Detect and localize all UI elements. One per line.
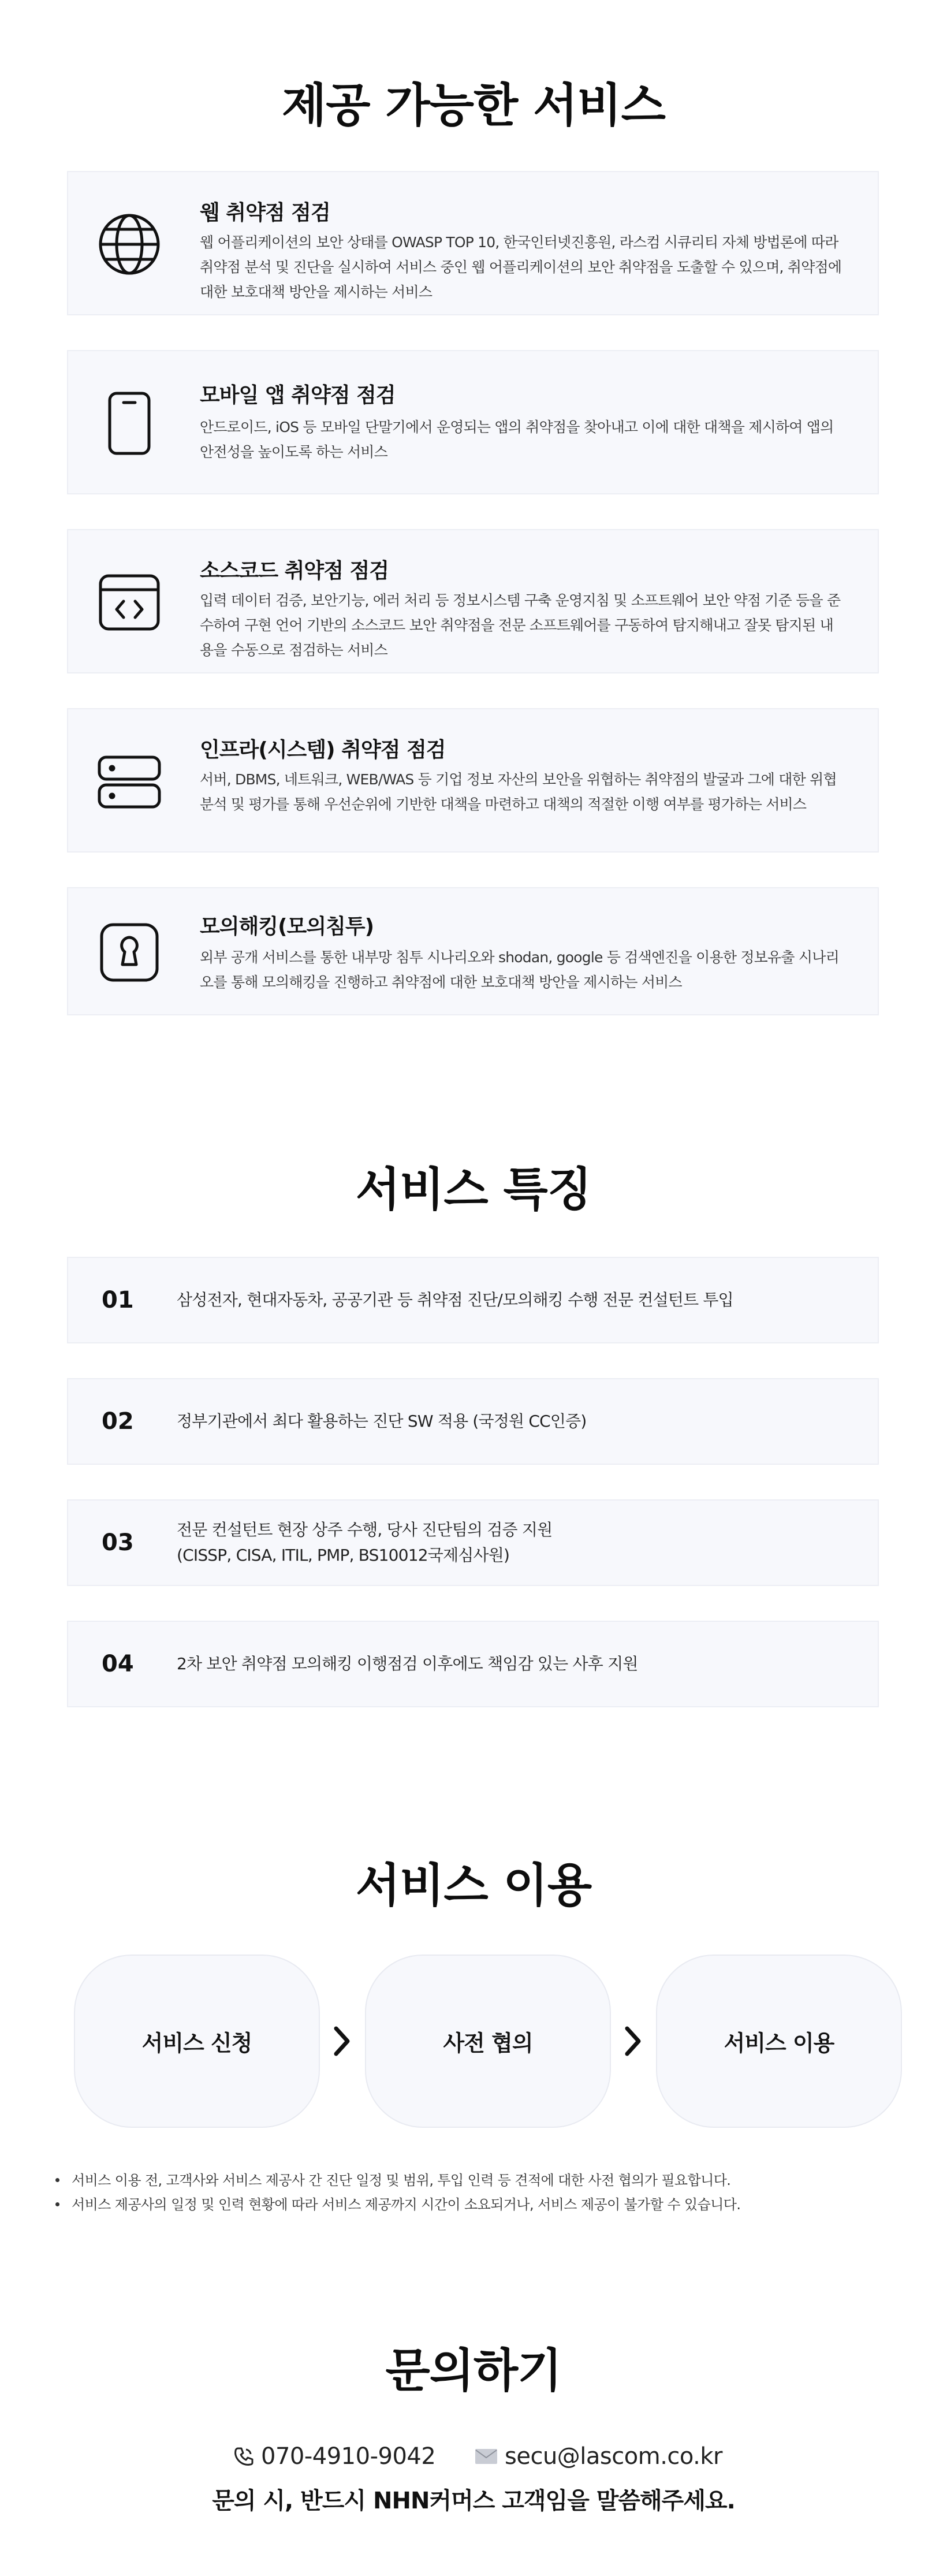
service-title: 웹 취약점 점검 [200, 201, 330, 225]
feature-number: 01 [102, 1287, 134, 1313]
note-item [52, 2168, 740, 2192]
service-title: 소스코드 취약점 점검 [200, 559, 389, 583]
phone-number: 070-4910-9042 [261, 2443, 436, 2470]
chevron-right-icon [621, 2024, 644, 2058]
contact-title: 문의하기 [385, 2344, 562, 2398]
service-description: 서버, DBMS, 네트워크, WEB/WAS 등 기업 정보 자산의 보안을 위협하는 취약점의 발굴과 그에 대한 위협분석 및 평가를 통해 우선순위에 기반한 대책을 마련하고 대책의 적절한 이행 여부를 평가하는 서비스 [200, 771, 837, 813]
service-description: 웹 어플리케이션의 보안 상태를 OWASP TOP 10, 한국인터넷진흥원, 라스컴 시큐리티 자체 방법론에 따라 취약점 분석 및 진단을 실시하여 서비스 중인 웹 어플리케이션의 보안 취약점을 도출할 수 있으며, 취약점에 대한 보호대책 방안을 제시하는 서비스 [200, 234, 842, 300]
feature-text: 전문 컨설턴트 현장 상주 수행, 당사 진단팀의 검증 지원 (CISSP, CISA, ITIL, PMP, BS10012국제심사원) [177, 1520, 553, 1565]
bullet-icon [55, 2178, 59, 2182]
note-text: 서비스 제공사의 일정 및 인력 현황에 따라 서비스 제공까지 시간이 소요되거나, 서비스 제공이 불가할 수 있습니다. [72, 2197, 741, 2213]
services-title: 제공 가능한 서비스 [282, 79, 665, 132]
process-step-apply [74, 1955, 320, 2128]
usage-title: 서비스 이용 [355, 1859, 592, 1912]
feature-row [67, 1257, 879, 1343]
feature-text: 삼성전자, 현대자동차, 공공기관 등 취약점 진단/모의해킹 수행 전문 컨설턴트 투입 [177, 1290, 733, 1309]
process-step-use [656, 1955, 902, 2128]
feature-row [67, 1378, 879, 1465]
process-step-consult [365, 1955, 611, 2128]
chevron-right-icon [330, 2024, 353, 2058]
envelope-icon [475, 2448, 498, 2465]
smartphone-icon [97, 391, 162, 456]
contact-phone[interactable] [233, 2440, 435, 2473]
phone-icon [233, 2446, 254, 2467]
note-text: 서비스 이용 전, 고객사와 서비스 제공사 간 진단 일정 및 범위, 투입 인력 등 견적에 대한 사전 협의가 필요합니다. [72, 2172, 731, 2188]
keyhole-icon [97, 920, 162, 985]
service-card-mobile [67, 350, 879, 494]
contact-email[interactable] [475, 2440, 722, 2473]
service-description: 입력 데이터 검증, 보안기능, 에러 처리 등 정보시스템 구축 운영지침 및 소프트웨어 보안 약점 기준 등을 준수하여 구현 언어 기반의 소스코드 보안 취약점을 전문 소프트웨어를 구동하여 탐지해내고 잘못 탐지된 내용을 수동으로 점검하는 서비스 [200, 592, 841, 658]
service-title: 모바일 앱 취약점 점검 [200, 384, 396, 407]
service-card-pentest [67, 887, 879, 1015]
service-card-sourcecode [67, 529, 879, 673]
bullet-icon [55, 2202, 59, 2206]
features-title: 서비스 특징 [355, 1163, 592, 1216]
service-description: 외부 공개 서비스를 통한 내부망 침투 시나리오와 shodan, google 등 검색엔진을 이용한 정보유출 시나리오를 통해 모의해킹을 진행하고 취약점에 대한 보호대책 방안을 제시하는 서비스 [200, 949, 839, 991]
service-card-infra [67, 708, 879, 853]
usage-notes [52, 2168, 740, 2217]
step-label: 사전 협의 [443, 2030, 533, 2056]
service-card-web [67, 171, 879, 315]
service-title: 모의해킹(모의침투) [200, 915, 374, 939]
feature-row [67, 1621, 879, 1707]
email-address: secu@lascom.co.kr [505, 2443, 722, 2470]
service-title: 인프라(시스템) 취약점 점검 [200, 738, 446, 762]
note-item [52, 2192, 740, 2217]
step-label: 서비스 신청 [141, 2030, 252, 2056]
code-window-icon [97, 570, 162, 635]
feature-number: 03 [102, 1529, 134, 1556]
server-icon [97, 749, 162, 814]
feature-text: 2차 보안 취약점 모의해킹 이행점검 이후에도 책임감 있는 사후 지원 [177, 1654, 638, 1673]
feature-text: 정부기관에서 최다 활용하는 진단 SW 적용 (국정원 CC인증) [177, 1412, 587, 1431]
feature-number: 04 [102, 1651, 134, 1677]
service-description: 안드로이드, iOS 등 모바일 단말기에서 운영되는 앱의 취약점을 찾아내고 이에 대한 대책을 제시하여 앱의 안전성을 높이도록 하는 서비스 [200, 419, 834, 460]
feature-row [67, 1499, 879, 1586]
feature-number: 02 [102, 1408, 134, 1435]
step-label: 서비스 이용 [724, 2030, 834, 2056]
contact-notice: 문의 시, 반드시 NHN커머스 고객임을 말씀해주세요. [212, 2488, 735, 2514]
globe-icon [97, 212, 162, 277]
